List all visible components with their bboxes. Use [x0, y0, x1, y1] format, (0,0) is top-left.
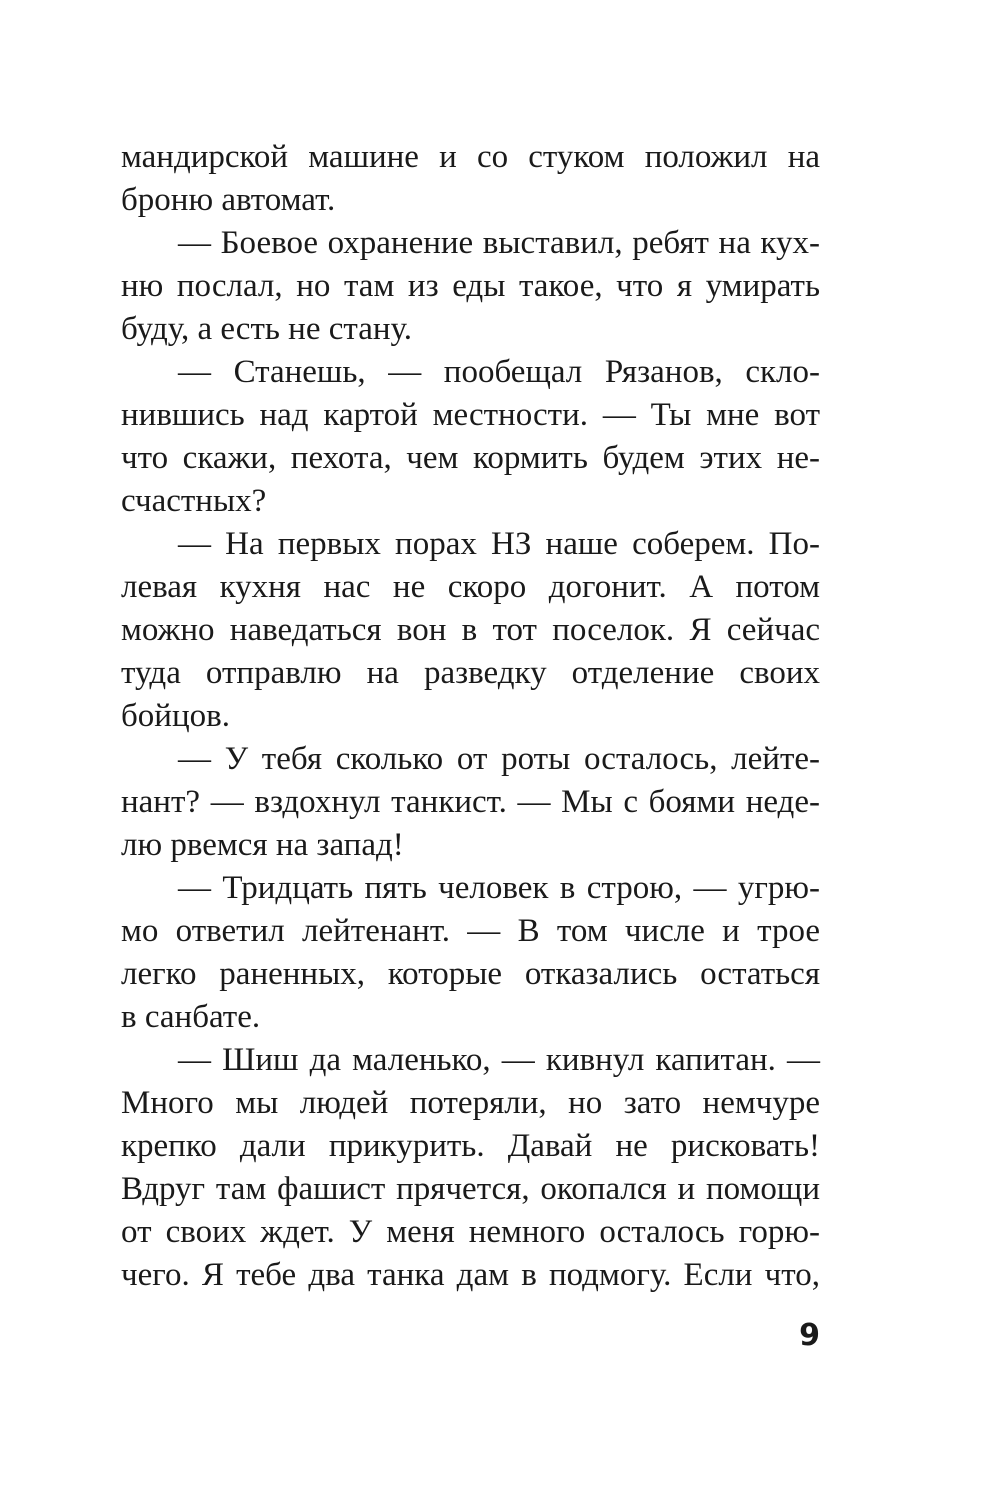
text-line: легко раненных, которые отказались остаться — [121, 956, 820, 992]
text-line: что скажи, пехота, чем кормить будем этих не- — [121, 440, 820, 476]
text-line: нант? — вздохнул танкист. — Мы с боями неде- — [121, 784, 820, 820]
text-line: — Шиш да маленько, — кивнул капитан. — — [178, 1042, 820, 1078]
text-line: — На первых порах НЗ наше соберем. По- — [178, 526, 820, 562]
text-line: мандирской машине и со стуком положил на — [121, 139, 820, 175]
text-line: от своих ждет. У меня немного осталось горю- — [121, 1214, 820, 1250]
text-line: левая кухня нас не скоро догонит. А потом — [121, 569, 820, 605]
text-line: — Тридцать пять человек в строю, — угрю- — [178, 870, 820, 906]
text-line: чего. Я тебе два танка дам в подмогу. Если что, — [121, 1257, 820, 1293]
text-line: — Станешь, — пообещал Рязанов, скло- — [178, 354, 820, 390]
text-line: — У тебя сколько от роты осталось, лейте- — [178, 741, 820, 777]
text-line: Вдруг там фашист прячется, окопался и помощи — [121, 1171, 820, 1207]
page-number: 9 — [799, 1318, 820, 1353]
body-text — [121, 136, 820, 1297]
text-line: нившись над картой местности. — Ты мне вот — [121, 397, 820, 433]
text-line: мо ответил лейтенант. — В том числе и трое — [121, 913, 820, 949]
text-line: счастных? — [121, 483, 267, 519]
text-line: бойцов. — [121, 698, 230, 734]
text-line: туда отправлю на разведку отделение своих — [121, 655, 820, 691]
text-line: крепко дали прикурить. Давай не рисковать! — [121, 1128, 820, 1164]
text-line: можно наведаться вон в тот поселок. Я сейчас — [121, 612, 820, 648]
text-line: лю рвемся на запад! — [121, 827, 404, 863]
text-line: — Боевое охранение выставил, ребят на кух- — [178, 225, 820, 261]
text-line: Много мы людей потеряли, но зато немчуре — [121, 1085, 820, 1121]
text-line: в санбате. — [121, 999, 261, 1035]
text-line: броню автомат. — [121, 182, 336, 218]
text-line: буду, а есть не стану. — [121, 311, 412, 347]
text-line: ню послал, но там из еды такое, что я умирать — [121, 268, 820, 304]
